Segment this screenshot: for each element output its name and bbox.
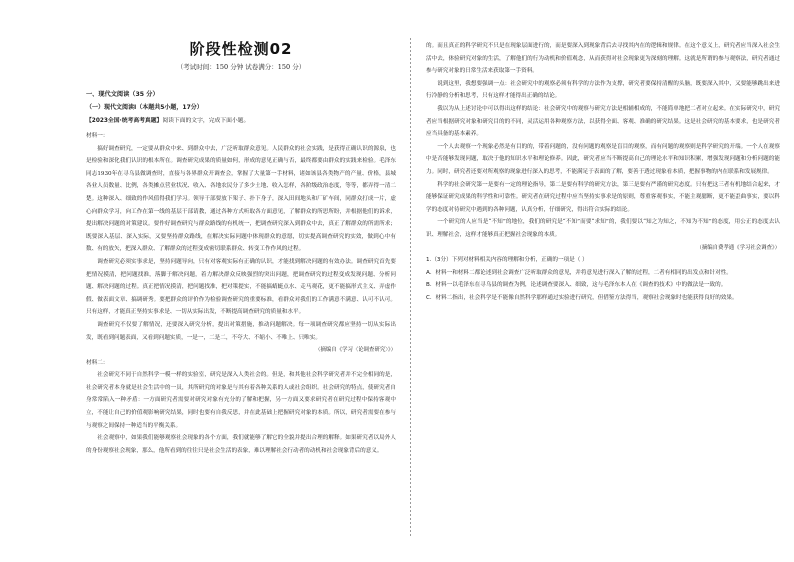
page-title: 阶段性检测02 bbox=[189, 40, 293, 58]
exam-info: （考试时间：150 分钟 试卷满分：150 分） bbox=[176, 63, 306, 71]
right-paragraph-5: 科学的社会研究第一是要有一定的理论指导，第二是要有科学的研究方法，第三是要有严谨的研究态度。只有把这三者有机地结合起来，才能够保证研究成果的科学性和可靠性。研究者在研究过程中应当坚持实事求是的原则，尊重客观事实，不能主观臆断，更不能歪曲事实，要以科学的态度对待研究中遇到的各种问题，认真分析，仔细研究，得出符合实际的结论。 bbox=[426, 181, 780, 213]
question-1-option-b: B．材料一以毛泽东在寻乌县的调查为例，论述调查要深入、细致，这与毛泽东本人在《调查的技术》中的做法是一致的。 bbox=[426, 282, 727, 289]
right-paragraph-1: 的。而且真正的科学研究不只是在现象层面进行的，而是要深入到现象背后去寻找其内在的逻辑和规律。在这个意义上，研究者应当深入社会生活中去，体验研究对象的生活，了解他们的行为动机和价值观念，从而获得对社会现象更为深刻的理解。这就是所谓的参与观察法，研究者通过参与研究对象的日常生活来获取第一手资料。 bbox=[426, 43, 780, 75]
question-1-stem: 1.（3分）下列对材料相关内容的理解和分析，正确的一项是（ ） bbox=[426, 257, 588, 264]
section-subheading: （一）现代文阅读Ⅰ（本题共5小题，17分） bbox=[86, 104, 203, 111]
material1-paragraph-2: 调查研究必须实事求是，坚持问题导向，只有对客观实际有正确的认识，才能找到解决问题的有效办法。调查研究首先要把情况摸清，把问题找准，落脚于解决问题，着力解决群众反映强烈的突出问题，把调查研究的过程变成发现问题、分析问题、解决问题的过程。真正把情况摸清，把问题找准，把对策提实，不能搞蜻蜓点水、走马观花，更不能搞形式主义、弄虚作假、做表面文章、搞调研秀。要把群众的评价作为检验调查研究的重要标准，看群众对我们的工作满意不满意、认可不认可。只有这样，才能真正坚持实事求是、一切从实际出发，不断提高调查研究的质量和水平。 bbox=[86, 258, 396, 316]
material1-paragraph-1: 搞好调查研究，一定要从群众中来、到群众中去，广泛听取群众意见。人民群众的社会实践，是获得正确认识的源泉，也是检验和深化我们认识的根本所在。调查研究成果的质量如何，形成的意见正确与否，最终都要由群众的实践来检验。毛泽东同志1930年在寻乌县做调查时，直接与各界群众开调查会，掌握了大量第一手材料，诸如该县各类物产的产量、价格，县城各业人员数量、比例，各类摊点营业状况、收入、各地农民分了多少土地、收入怎样，各阶级政治态度，等等，都弄得一清二楚。这种深入、细致的作风值得我们学习。领导干部要放下架子、扑下身子，深入田间地头和厂矿车间，同群众打成一片，虚心向群众学习，向工作在第一线的基层干部请教，通过各种方式听取各方面意见，了解群众的所思所盼，并根据他们的诉求，提出解决问题的对策建议。要作好调查研究与群众路线的有机统一，把调查研究深入到群众中去，真正了解群众的所需所求；既要深入基层、深入实际，又要坚持群众路线，在解决实际问题中体现群众的意愿，切实提高调查研究的实效，做到心中有数、有的放矢，把深入群众、了解群众的过程变成密切联系群众、转变工作作风的过程。 bbox=[86, 145, 396, 253]
right-paragraph-2: 说到这里，我想要强调一点：社会研究中的观察必须有科学的方法作为支撑，研究者要保持清醒的头脑，既要深入其中，又要能够跳出来进行冷静的分析和思考，只有这样才能得出正确的结论。 bbox=[426, 80, 780, 100]
right-column bbox=[412, 0, 794, 562]
column-divider bbox=[410, 38, 411, 538]
instruction-text: 阅读下面的文字，完成下面小题。 bbox=[162, 118, 250, 124]
right-paragraph-6: 一个研究的人应当是“不知”的地位，我们的研究是“不知”而要“求知”的，我们要以“知之为知之，不知为不知”的态度，用公正的态度去认识、理解社会，这样才能够真正把握社会现象的本质。 bbox=[426, 219, 780, 238]
question-1-option-a: A．材料一和材料二都论述到社会调查广泛听取群众的意见，并将意见进行深入了解的过程，二者有相同的出发点和针对性。 bbox=[426, 269, 732, 276]
material2-paragraph-1: 社会研究不同于自然科学一模一样的实验室，研究是深入人类社会的。但是，和其他社会科学研究者并不完全相同的是，社会研究者本身就是社会生活中的一员，其所研究的对象是与其有着各种关系的人或社会组织。社会研究的特点，使研究者自身常常陷入一种矛盾：一方面研究者需要对研究对象有充分的了解和把握，另一方面又要求研究者在研究过程中保持客观中立，不能让自己的价值观影响研究结果，同时也要有自我反思，并在此基础上把握研究对象的本质。所以，研究者需要在参与与观察之间保持一种适当的平衡关系。 bbox=[86, 372, 396, 429]
material1-source: （摘编自《学习〈论调查研究〉》） bbox=[315, 347, 396, 354]
material1-label: 材料一： bbox=[86, 133, 109, 139]
material2-label: 材料二： bbox=[86, 359, 109, 366]
instruction-source: 【2023全国·统考高考真题】 bbox=[86, 118, 163, 124]
material1-paragraph-3: 调查研究不仅要了解情况，还要深入研究分析，提出对策措施，推动问题解决。每一项调查研究都应坚持一切从实际出发，既看到问题表面，又看到问题实质，一是一，二是二，不夸大、不缩小、不唯上、只唯实。 bbox=[86, 321, 396, 341]
material2-paragraph-2: 社会观察中，如果我们能够观察社会现象的各个方面，我们就能够了解它的全貌并提出合理的解释。如果研究者以局外人的身份观察社会现象，那么，他所看到的往往只是社会生活的表象，难以理解社会行动者的动机和社会现象背后的意义。 bbox=[86, 435, 396, 454]
question-1-option-c: C．材料二指出，社会科学是不能像自然科学那样通过实验进行研究，但借鉴方法得当，观察社会现象时也能获得良好的效果。 bbox=[426, 294, 738, 301]
section-heading: 一、现代文阅读（35 分） bbox=[86, 91, 159, 98]
right-paragraph-4: 一个人去观察一个现象必然是有目的的，带着问题的，没有问题的观察是盲目的观察，而有问题的观察则是科学研究的开端。一个人在观察中是否能够发现问题，取决于他的知识水平和理论修养。因此，研究者应当不断提高自己的理论水平和知识积累，增强发现问题和分析问题的能力。同时，研究者还要对所观察的现象进行深入的思考，不能满足于表面的了解，要善于透过现象看本质，把握事物的内在联系和发展规律。 bbox=[426, 143, 780, 175]
right-paragraph-3: 我以为从上述讨论中可以得出这样的结论：社会研究中的观察与研究方法是相辅相成的，不能简单地把二者对立起来。在实际研究中，研究者应当根据研究对象和研究目的的不同，灵活运用各种观察方法，以获得全面、客观、准确的研究结果。这是社会研究的基本要求，也是研究者应当具备的基本素养。 bbox=[426, 105, 780, 138]
material2-source: （摘编自费孝通《学习社会调查》） bbox=[696, 244, 780, 251]
instruction bbox=[86, 115, 396, 124]
